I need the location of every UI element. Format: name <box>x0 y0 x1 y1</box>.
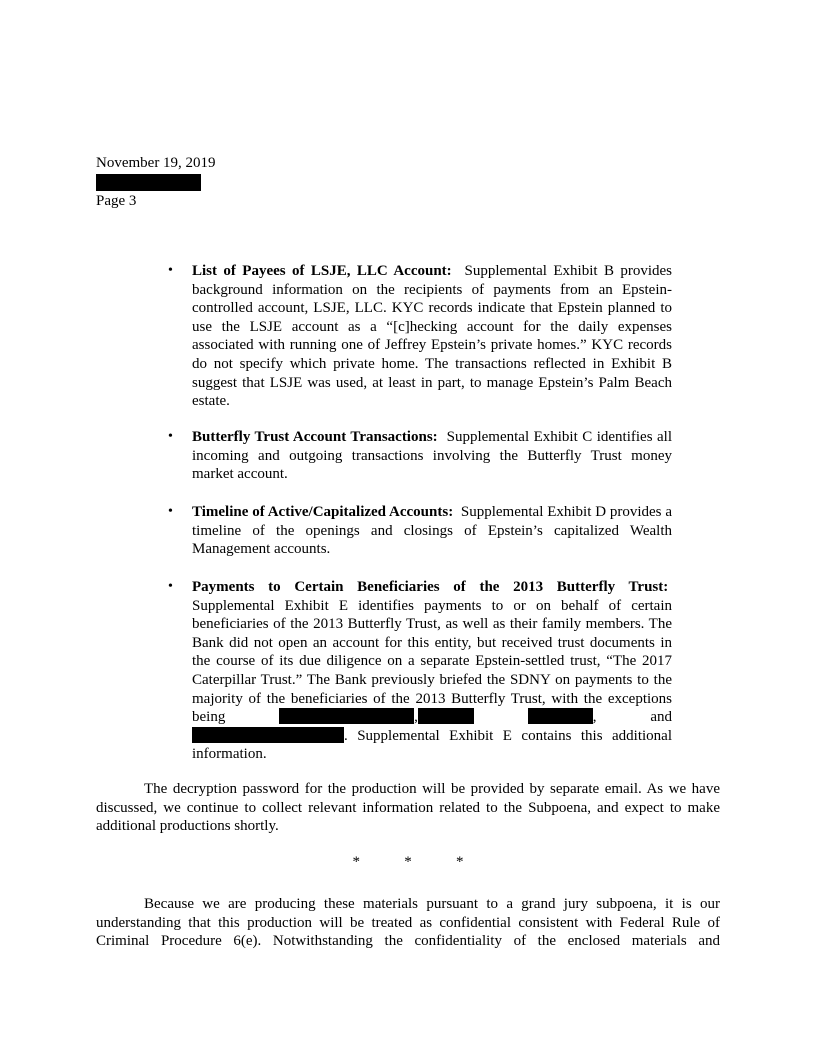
bullet-icon: • <box>168 579 173 594</box>
list-item-lsje <box>192 262 672 411</box>
list-separator: , <box>414 709 418 726</box>
list-item-title: Payments to Certain Beneficiaries of the 2013 Butterfly Trust: <box>192 579 669 595</box>
body-paragraph-decryption: The decryption password for the production will be provided by separate email. As we have discussed, we continue to collect relevant information related to the Subpoena, and expect to make additional productions shortly. <box>96 781 720 835</box>
section-star: * <box>352 854 360 870</box>
redacted-name <box>192 727 344 743</box>
list-item-beneficiaries <box>192 578 672 764</box>
list-item-title: Timeline of Active/Capitalized Accounts: <box>192 504 454 520</box>
bullet-icon: • <box>168 504 173 519</box>
redacted-recipient <box>96 174 201 191</box>
section-star: * <box>404 854 412 870</box>
list-item-body: Supplemental Exhibit C identifies all incoming and outgoing transactions involving the Butterfly Trust money market account. <box>192 429 673 483</box>
list-separator: , and <box>592 709 673 726</box>
redacted-name <box>418 708 474 724</box>
list-item-title: Butterfly Trust Account Transactions: <box>192 429 438 445</box>
letter-date: November 19, 2019 <box>96 155 216 171</box>
list-item-title: List of Payees of LSJE, LLC Account: <box>192 263 452 279</box>
bullet-icon: • <box>168 263 173 278</box>
list-item-tail: . Supplemental Exhibit E contains this additional information. <box>192 727 672 763</box>
list-item-butterfly-transactions <box>192 428 672 484</box>
section-star: * <box>456 854 464 870</box>
list-item-body: Supplemental Exhibit B provides background information on the recipients of payments from an Epstein-controlled account, LSJE, LLC. KYC records indicate that Epstein planned to use the LSJE account as a “[c]hecking account for the daily expenses associated with running one of Jeffrey Epstein’s private homes.” KYC records do not specify which private home. The transactions reflected in Exhibit B suggest that LSJE was used, at least in part, to manage Epstein’s Palm Beach estate. <box>192 263 673 410</box>
bullet-icon: • <box>168 429 173 444</box>
list-item-body: Supplemental Exhibit E identifies payments to or on behalf of certain beneficiaries of the 2013 Butterfly Trust, as well as their family members. The Bank did not open an account for this entity, but received trust documents in the course of its due diligence on a separate Epstein-settled trust, “The 2017 Caterpillar Trust.” The Bank previously briefed the SDNY on payments to the majority of the beneficiaries of the 2013 Butterfly Trust, with the exceptions being <box>192 597 672 726</box>
section-break <box>0 854 816 871</box>
redacted-name <box>279 708 414 724</box>
list-item-body: Supplemental Exhibit D provides a timeline of the openings and closings of Epstein’s capitalized Wealth Management accounts. <box>192 504 672 558</box>
page-number: Page 3 <box>96 193 137 209</box>
redacted-name <box>528 708 593 724</box>
list-item-timeline <box>192 503 672 559</box>
body-paragraph-confidentiality: Because we are producing these materials pursuant to a grand jury subpoena, it is our understanding that this production will be treated as confidential consistent with Federal Rule of Criminal Procedure 6(e). Notwithstanding the confidentiality of the enclosed materials and <box>96 896 720 950</box>
